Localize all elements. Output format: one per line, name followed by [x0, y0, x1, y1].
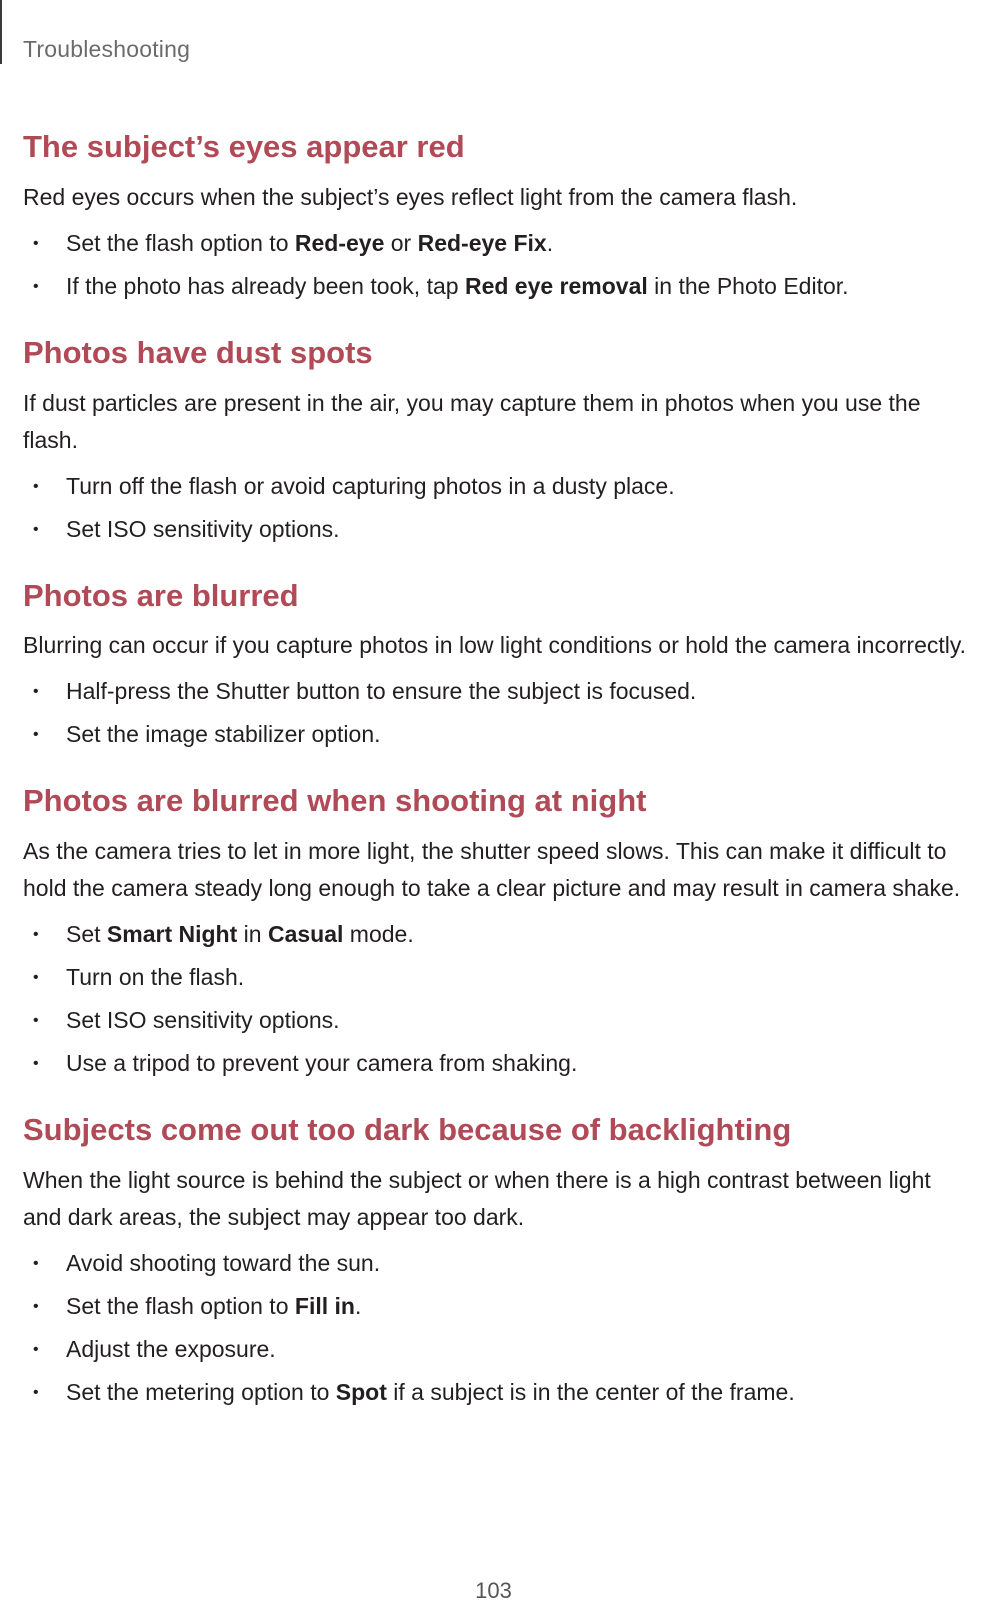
bullet-list [23, 670, 973, 756]
bullet-list [23, 913, 973, 1085]
bullet-dot-icon: • [33, 926, 39, 943]
section-paragraph: Blurring can occur if you capture photos in low light conditions or hold the camera incorrectly. [23, 632, 967, 659]
section-blurred [23, 577, 973, 757]
section-heading: Subjects come out too dark because of backlighting [23, 1112, 792, 1147]
section-heading: Photos are blurred [23, 577, 299, 613]
list-item: • Set ISO sensitivity options. [23, 508, 973, 551]
list-item: • Use a tripod to prevent your camera from shaking. [23, 1042, 973, 1085]
list-item: • Adjust the exposure. [23, 1328, 973, 1371]
bullet-dot-icon: • [33, 1383, 39, 1401]
list-item: • Turn on the flash. [23, 956, 973, 999]
list-item: • Set ISO sensitivity options. [23, 999, 973, 1042]
list-item: • Set the image stabilizer option. [23, 713, 973, 756]
page-number: 103 [475, 1578, 512, 1603]
section-heading: The subject’s eyes appear red [23, 129, 465, 164]
section-paragraph: As the camera tries to let in more light, the shutter speed slows. This can make it difficult to hold the camera steady long enough to take a clear picture and may result in camera shake. [23, 838, 961, 901]
bullet-list [23, 222, 973, 308]
list-item: • Avoid shooting toward the sun. [23, 1242, 973, 1285]
section-paragraph: If dust particles are present in the air, you may capture them in photos when you use the flash. [23, 389, 921, 453]
section-dust-spots [23, 334, 973, 551]
bullet-dot-icon: • [33, 234, 39, 252]
section-heading: Photos have dust spots [23, 334, 373, 370]
section-paragraph: When the light source is behind the subject or when there is a high contrast between light and dark areas, the subject may appear too dark. [23, 1166, 931, 1230]
bullet-dot-icon: • [33, 969, 39, 986]
list-item: • If the photo has already been took, tap Red eye removal in the Photo Editor. [23, 265, 973, 308]
section-heading: Photos are blurred when shooting at night [23, 783, 647, 819]
page-edge-line [0, 0, 2, 64]
list-item: • Set Smart Night in Casual mode. [23, 913, 973, 956]
bullet-dot-icon: • [33, 1340, 39, 1358]
document-body [23, 128, 973, 1440]
list-item: • Set the flash option to Fill in. [23, 1285, 973, 1328]
bullet-list [23, 1242, 973, 1414]
list-item: • Set the flash option to Red-eye or Red-eye Fix. [23, 222, 973, 265]
bullet-dot-icon: • [33, 683, 39, 701]
running-header: Troubleshooting [23, 36, 191, 62]
bullet-list [23, 465, 973, 551]
bullet-dot-icon: • [33, 1055, 39, 1072]
list-item: • Turn off the flash or avoid capturing photos in a dusty place. [23, 465, 973, 508]
bullet-dot-icon: • [33, 1254, 39, 1272]
section-backlighting [23, 1111, 973, 1414]
bullet-dot-icon: • [33, 1012, 39, 1029]
bullet-dot-icon: • [33, 477, 39, 495]
list-item: • Half-press the Shutter button to ensure the subject is focused. [23, 670, 973, 713]
bullet-dot-icon: • [33, 726, 39, 744]
bullet-dot-icon: • [33, 277, 39, 295]
bullet-dot-icon: • [33, 1297, 39, 1315]
section-red-eyes [23, 128, 973, 308]
section-paragraph: Red eyes occurs when the subject’s eyes reflect light from the camera flash. [23, 183, 798, 210]
section-blurred-night [23, 782, 973, 1085]
list-item: • Set the metering option to Spot if a subject is in the center of the frame. [23, 1371, 973, 1414]
bullet-dot-icon: • [33, 520, 39, 538]
